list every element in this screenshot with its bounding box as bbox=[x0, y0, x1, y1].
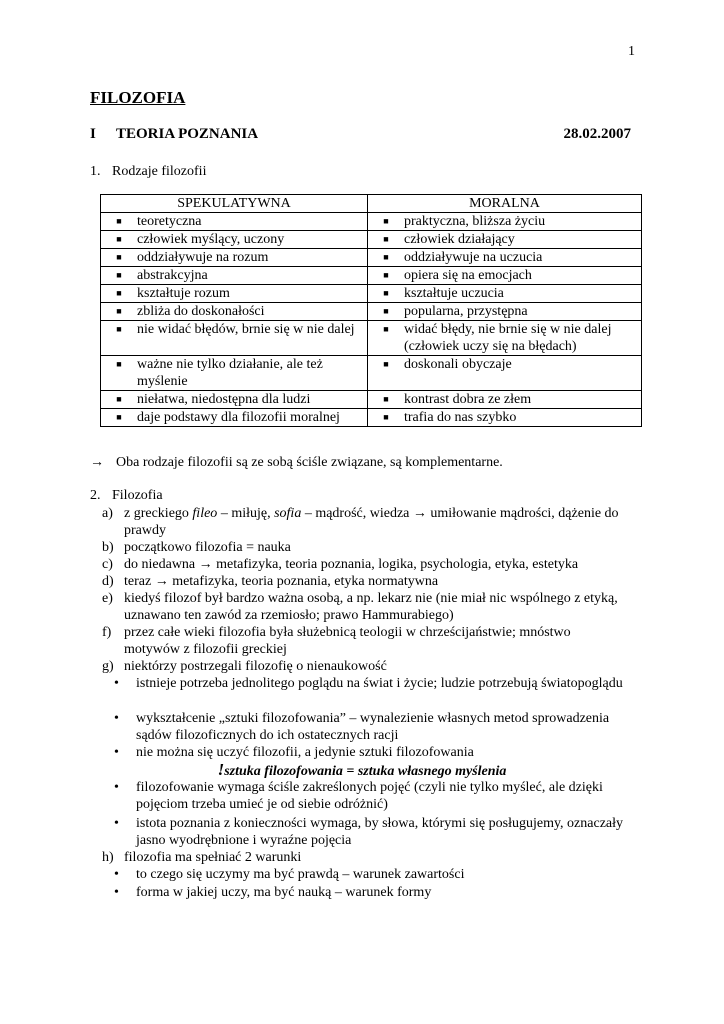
arrow-right-icon: → bbox=[90, 455, 104, 470]
arrow-note-text: Oba rodzaje filozofii są ze sobą ściśle związane, są komplementarne. bbox=[116, 455, 503, 470]
square-bullet-icon: ■ bbox=[116, 306, 122, 316]
cell-text: człowiek działający bbox=[404, 232, 515, 247]
emphasis-line bbox=[0, 761, 724, 780]
list-label: g) bbox=[102, 659, 114, 674]
cell-text: praktyczna, bliższa życiu bbox=[404, 214, 546, 229]
bullet-text: istota poznania z konieczności wymaga, by słowa, którymi się posługujemy, oznaczały jasno wyodrębnione i wyraźne pojęcia bbox=[136, 816, 624, 848]
item-text: filozofia ma spełniać 2 warunki bbox=[124, 850, 302, 865]
cell-text: oddziaływuje na rozum bbox=[137, 250, 269, 265]
table-cell-moralna bbox=[368, 267, 642, 285]
bullet-text: istnieje potrzeba jednolitego poglądu na świat i życie; ludzie potrzebują światopoglądu bbox=[136, 676, 623, 691]
cell-text: doskonali obyczaje bbox=[404, 357, 512, 372]
bullet-item bbox=[114, 815, 634, 849]
table-cell-spekulatywna bbox=[101, 249, 368, 267]
square-bullet-icon: ■ bbox=[116, 324, 122, 334]
item-text: z greckiego bbox=[124, 506, 193, 521]
item-text: początkowo filozofia = nauka bbox=[124, 540, 291, 555]
list-label: h) bbox=[102, 850, 114, 865]
bullet-item bbox=[114, 866, 634, 883]
bullet-text: forma w jakiej uczy, ma być nauką – warunek formy bbox=[136, 885, 432, 900]
table-row bbox=[101, 213, 642, 231]
table-row bbox=[101, 303, 642, 321]
cell-text: człowiek myślący, uczony bbox=[137, 232, 285, 247]
bullet-item bbox=[114, 884, 634, 901]
list-label: f) bbox=[102, 625, 112, 640]
section-heading bbox=[90, 126, 631, 143]
square-bullet-icon: ■ bbox=[383, 252, 389, 262]
term-sofia: sofia bbox=[274, 506, 302, 521]
list-item-c bbox=[102, 556, 622, 573]
cell-text: zbliża do doskonałości bbox=[137, 304, 265, 319]
item-text: kiedyś filozof był bardzo ważna osobą, a np. lekarz nie (nie miał nic wspólnego z etyką, uznawano ten zawód za rzemiosło; prawo Hammurabiego) bbox=[124, 591, 618, 623]
bullet-text: nie można się uczyć filozofii, a jedynie sztuki filozofowania bbox=[136, 745, 474, 760]
subheading-number: 1. bbox=[90, 164, 101, 179]
item-text: – miłuję, bbox=[217, 506, 275, 521]
subheading-title: Filozofia bbox=[112, 488, 163, 503]
list-item-f bbox=[102, 624, 622, 658]
square-bullet-icon: ■ bbox=[383, 306, 389, 316]
bullet-dot-icon: • bbox=[114, 816, 119, 831]
column-header-spekulatywna: SPEKULATYWNA bbox=[101, 195, 368, 213]
table-cell-spekulatywna bbox=[101, 285, 368, 303]
bullet-dot-icon: • bbox=[114, 711, 119, 726]
list-label: d) bbox=[102, 574, 114, 589]
bullet-text: filozofowanie wymaga ściśle zakreślonych pojęć (czyli nie tylko myśleć, ale dzięki pojęciom trzeba umieć je od siebie odróżnić) bbox=[136, 780, 603, 812]
table-row bbox=[101, 285, 642, 303]
cell-text: ważne nie tylko działanie, ale też myślenie bbox=[137, 357, 323, 389]
subheading-rodzaje bbox=[90, 164, 206, 180]
exclamation-icon: ! bbox=[217, 760, 225, 779]
table-cell-moralna bbox=[368, 213, 642, 231]
emphasis-text: sztuka filozofowania = sztuka własnego myślenia bbox=[224, 764, 507, 779]
bullet-item bbox=[114, 744, 634, 761]
square-bullet-icon: ■ bbox=[383, 234, 389, 244]
square-bullet-icon: ■ bbox=[383, 216, 389, 226]
item-text: teraz → metafizyka, teoria poznania, etyka normatywna bbox=[124, 574, 439, 589]
item-text: do niedawna → metafizyka, teoria poznania, logika, psychologia, etyka, estetyka bbox=[124, 557, 579, 572]
table-cell-spekulatywna bbox=[101, 267, 368, 285]
cell-text: kształtuje rozum bbox=[137, 286, 230, 301]
bullet-dot-icon: • bbox=[114, 780, 119, 795]
cell-text: oddziaływuje na uczucia bbox=[404, 250, 543, 265]
table-cell-spekulatywna bbox=[101, 303, 368, 321]
cell-text: popularna, przystępna bbox=[404, 304, 528, 319]
square-bullet-icon: ■ bbox=[383, 412, 389, 422]
list-item-e bbox=[102, 590, 622, 624]
table-cell-moralna bbox=[368, 285, 642, 303]
cell-text: kontrast dobra ze złem bbox=[404, 392, 532, 407]
subheading-filozofia bbox=[90, 488, 163, 504]
cell-text: opiera się na emocjach bbox=[404, 268, 532, 283]
table-row bbox=[101, 321, 642, 356]
square-bullet-icon: ■ bbox=[383, 359, 389, 369]
square-bullet-icon: ■ bbox=[116, 412, 122, 422]
list-item-d bbox=[102, 573, 622, 590]
table-cell-spekulatywna bbox=[101, 213, 368, 231]
section-title: TEORIA POZNANIA bbox=[116, 126, 259, 142]
cell-text: kształtuje uczucia bbox=[404, 286, 504, 301]
list-item-h bbox=[102, 849, 622, 866]
bullet-text: wykształcenie „sztuki filozofowania” – wynalezienie własnych metod sprowadzenia sądów filozoficznych do ich ostatecznych racji bbox=[136, 711, 610, 743]
square-bullet-icon: ■ bbox=[116, 252, 122, 262]
comparison-table bbox=[100, 194, 642, 427]
list-item-b bbox=[102, 539, 622, 556]
square-bullet-icon: ■ bbox=[116, 359, 122, 369]
arrow-note bbox=[90, 455, 503, 471]
list-item-g bbox=[102, 658, 622, 675]
cell-text: teoretyczna bbox=[137, 214, 202, 229]
list-item-a bbox=[102, 505, 622, 539]
square-bullet-icon: ■ bbox=[116, 394, 122, 404]
square-bullet-icon: ■ bbox=[116, 270, 122, 280]
cell-text: widać błędy, nie brnie się w nie dalej (człowiek uczy się na błędach) bbox=[404, 322, 612, 354]
bullet-dot-icon: • bbox=[114, 676, 119, 691]
section-date: 28.02.2007 bbox=[563, 126, 631, 142]
square-bullet-icon: ■ bbox=[116, 216, 122, 226]
list-label: a) bbox=[102, 506, 113, 521]
cell-text: trafia do nas szybko bbox=[404, 410, 517, 425]
bullet-dot-icon: • bbox=[114, 885, 119, 900]
table-row bbox=[101, 267, 642, 285]
square-bullet-icon: ■ bbox=[383, 270, 389, 280]
table-cell-moralna bbox=[368, 231, 642, 249]
table-row bbox=[101, 391, 642, 409]
table-cell-moralna bbox=[368, 356, 642, 391]
cell-text: abstrakcyjna bbox=[137, 268, 208, 283]
table-cell-moralna bbox=[368, 409, 642, 427]
cell-text: nie widać błędów, brnie się w nie dalej bbox=[137, 322, 355, 337]
item-text: niektórzy postrzegali filozofię o nienaukowość bbox=[124, 659, 387, 674]
square-bullet-icon: ■ bbox=[116, 234, 122, 244]
cell-text: daje podstawy dla filozofii moralnej bbox=[137, 410, 340, 425]
list-label: c) bbox=[102, 557, 113, 572]
bullet-dot-icon: • bbox=[114, 745, 119, 760]
document-title: FILOZOFIA bbox=[90, 88, 186, 107]
column-header-moralna: MORALNA bbox=[368, 195, 642, 213]
list-label: e) bbox=[102, 591, 113, 606]
table-row bbox=[101, 231, 642, 249]
bullet-item bbox=[114, 710, 634, 744]
table-cell-spekulatywna bbox=[101, 391, 368, 409]
table-cell-spekulatywna bbox=[101, 409, 368, 427]
bullet-item bbox=[114, 675, 634, 692]
list-label: b) bbox=[102, 540, 114, 555]
table-row bbox=[101, 409, 642, 427]
table-row bbox=[101, 356, 642, 391]
square-bullet-icon: ■ bbox=[383, 288, 389, 298]
page-number: 1 bbox=[628, 44, 635, 59]
table-cell-spekulatywna bbox=[101, 356, 368, 391]
table-header-row bbox=[101, 195, 642, 213]
section-number: I bbox=[90, 126, 96, 142]
bullet-item bbox=[114, 779, 634, 813]
square-bullet-icon: ■ bbox=[116, 288, 122, 298]
bullet-dot-icon: • bbox=[114, 867, 119, 882]
table-cell-moralna bbox=[368, 321, 642, 356]
item-text: przez całe wieki filozofia była służebnicą teologii w chrześcijaństwie; mnóstwo motywów z filozofii greckiej bbox=[124, 625, 571, 657]
table-cell-spekulatywna bbox=[101, 231, 368, 249]
term-fileo: fileo bbox=[192, 506, 218, 521]
cell-text: niełatwa, niedostępna dla ludzi bbox=[137, 392, 311, 407]
item-text: – mądrość, wiedza → umiłowanie mądrości, dążenie do prawdy bbox=[124, 506, 619, 538]
table-cell-moralna bbox=[368, 391, 642, 409]
subheading-title: Rodzaje filozofii bbox=[112, 164, 207, 179]
square-bullet-icon: ■ bbox=[383, 324, 389, 334]
subheading-number: 2. bbox=[90, 488, 101, 503]
bullet-text: to czego się uczymy ma być prawdą – warunek zawartości bbox=[136, 867, 465, 882]
table-cell-spekulatywna bbox=[101, 321, 368, 356]
square-bullet-icon: ■ bbox=[383, 394, 389, 404]
table-cell-moralna bbox=[368, 303, 642, 321]
table-row bbox=[101, 249, 642, 267]
table-cell-moralna bbox=[368, 249, 642, 267]
